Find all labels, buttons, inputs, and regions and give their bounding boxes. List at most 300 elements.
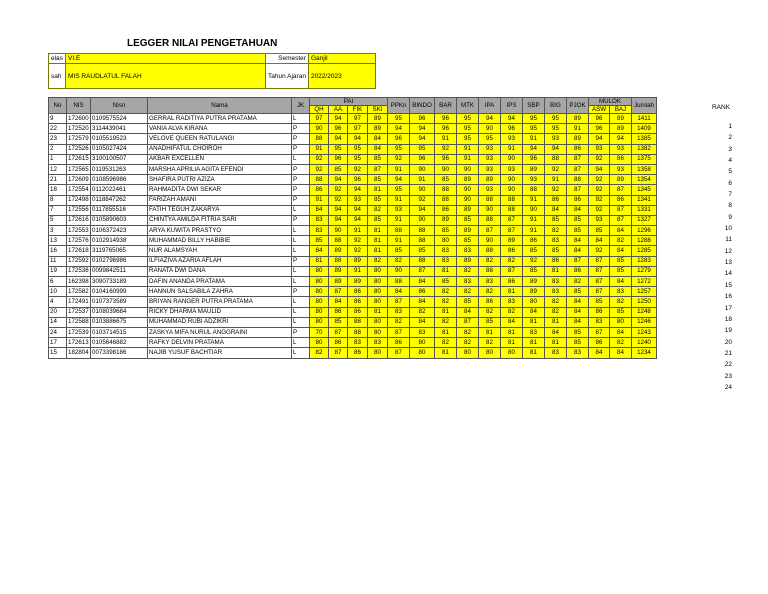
- cell-score[interactable]: 93: [479, 144, 501, 154]
- cell-score[interactable]: 87: [501, 215, 523, 225]
- cell-score[interactable]: 90: [310, 124, 329, 134]
- cell-nisn[interactable]: 0117855516: [91, 205, 148, 215]
- cell-score[interactable]: 86: [501, 277, 523, 287]
- cell-score[interactable]: 82: [368, 205, 388, 215]
- cell-score[interactable]: 85: [545, 215, 567, 225]
- cell-score[interactable]: 84: [610, 277, 632, 287]
- cell-score[interactable]: 83: [589, 317, 610, 327]
- cell-score[interactable]: 89: [523, 164, 545, 174]
- cell-no[interactable]: 19: [49, 266, 67, 276]
- cell-score[interactable]: 93: [610, 164, 632, 174]
- cell-score[interactable]: 88: [479, 266, 501, 276]
- cell-score[interactable]: 82: [457, 327, 479, 337]
- cell-score[interactable]: 82: [457, 287, 479, 297]
- cell-score[interactable]: 87: [567, 185, 589, 195]
- cell-score[interactable]: 90: [435, 164, 457, 174]
- cell-score[interactable]: 91: [501, 144, 523, 154]
- cell-score[interactable]: 85: [457, 297, 479, 307]
- cell-score[interactable]: 88: [501, 205, 523, 215]
- cell-nisn[interactable]: 0102796986: [91, 256, 148, 266]
- cell-score[interactable]: 82: [501, 256, 523, 266]
- cell-nama[interactable]: MARSHA APRILIA AGITA EFENDI: [148, 164, 292, 174]
- cell-score[interactable]: 92: [348, 164, 368, 174]
- cell-jk[interactable]: L: [292, 297, 310, 307]
- cell-jumlah[interactable]: 1257: [632, 287, 657, 297]
- cell-nisn[interactable]: 0103714515: [91, 327, 148, 337]
- cell-score[interactable]: 85: [368, 215, 388, 225]
- cell-nisn[interactable]: 0109575524: [91, 114, 148, 124]
- cell-score[interactable]: 93: [523, 175, 545, 185]
- cell-score[interactable]: 83: [435, 246, 457, 256]
- cell-score[interactable]: 88: [310, 175, 329, 185]
- cell-jk[interactable]: P: [292, 287, 310, 297]
- cell-score[interactable]: 80: [368, 297, 388, 307]
- cell-score[interactable]: 83: [410, 327, 435, 337]
- cell-score[interactable]: 88: [479, 215, 501, 225]
- cell-score[interactable]: 86: [545, 256, 567, 266]
- cell-score[interactable]: 86: [388, 338, 410, 348]
- cell-score[interactable]: 84: [567, 246, 589, 256]
- cell-nis[interactable]: 172520: [67, 124, 91, 134]
- cell-score[interactable]: 88: [435, 185, 457, 195]
- cell-score[interactable]: 95: [523, 114, 545, 124]
- cell-score[interactable]: 92: [589, 205, 610, 215]
- cell-no[interactable]: 20: [49, 307, 67, 317]
- cell-nisn[interactable]: 0099842511: [91, 266, 148, 276]
- cell-score[interactable]: 95: [329, 144, 348, 154]
- cell-score[interactable]: 85: [368, 195, 388, 205]
- cell-nis[interactable]: 172491: [67, 297, 91, 307]
- cell-score[interactable]: 93: [479, 164, 501, 174]
- cell-score[interactable]: 84: [501, 317, 523, 327]
- cell-score[interactable]: 80: [610, 317, 632, 327]
- cell-score[interactable]: 84: [410, 297, 435, 307]
- cell-nama[interactable]: VANIA ALVA KIRANA: [148, 124, 292, 134]
- cell-score[interactable]: 96: [589, 124, 610, 134]
- cell-score[interactable]: 84: [567, 236, 589, 246]
- cell-score[interactable]: 94: [388, 175, 410, 185]
- cell-score[interactable]: 81: [435, 307, 457, 317]
- cell-score[interactable]: 86: [567, 144, 589, 154]
- cell-score[interactable]: 95: [388, 114, 410, 124]
- cell-score[interactable]: 89: [567, 114, 589, 124]
- cell-score[interactable]: 91: [388, 236, 410, 246]
- cell-jk[interactable]: P: [292, 134, 310, 144]
- cell-score[interactable]: 95: [457, 124, 479, 134]
- cell-nis[interactable]: 172582: [67, 287, 91, 297]
- cell-score[interactable]: 85: [567, 287, 589, 297]
- cell-nama[interactable]: FATIH TEGUH ZAKARYA: [148, 205, 292, 215]
- cell-score[interactable]: 95: [457, 134, 479, 144]
- cell-score[interactable]: 83: [435, 256, 457, 266]
- cell-score[interactable]: 84: [410, 277, 435, 287]
- cell-jk[interactable]: L: [292, 266, 310, 276]
- cell-score[interactable]: 84: [610, 327, 632, 337]
- cell-nama[interactable]: HANNUN SALSABILA ZAHRA: [148, 287, 292, 297]
- cell-score[interactable]: 96: [329, 124, 348, 134]
- cell-score[interactable]: 82: [457, 266, 479, 276]
- cell-score[interactable]: 94: [348, 215, 368, 225]
- cell-score[interactable]: 94: [388, 124, 410, 134]
- cell-score[interactable]: 87: [410, 266, 435, 276]
- cell-score[interactable]: 81: [368, 236, 388, 246]
- cell-score[interactable]: 93: [589, 215, 610, 225]
- cell-score[interactable]: 84: [567, 297, 589, 307]
- cell-score[interactable]: 91: [545, 175, 567, 185]
- cell-score[interactable]: 88: [410, 256, 435, 266]
- cell-score[interactable]: 93: [501, 134, 523, 144]
- cell-nisn[interactable]: 0103886675: [91, 317, 148, 327]
- cell-score[interactable]: 82: [435, 317, 457, 327]
- cell-nisn[interactable]: 0105890603: [91, 215, 148, 225]
- cell-jumlah[interactable]: 1375: [632, 154, 657, 164]
- cell-score[interactable]: 85: [567, 338, 589, 348]
- cell-score[interactable]: 81: [523, 348, 545, 358]
- cell-score[interactable]: 82: [501, 307, 523, 317]
- cell-score[interactable]: 90: [457, 185, 479, 195]
- cell-jumlah[interactable]: 1250: [632, 297, 657, 307]
- cell-score[interactable]: 92: [589, 175, 610, 185]
- cell-jumlah[interactable]: 1279: [632, 266, 657, 276]
- cell-score[interactable]: 80: [310, 297, 329, 307]
- cell-no[interactable]: 24: [49, 327, 67, 337]
- cell-jumlah[interactable]: 1248: [632, 307, 657, 317]
- cell-nama[interactable]: MUHAMMAD RUBI ADZIKRI: [148, 317, 292, 327]
- cell-score[interactable]: 92: [348, 246, 368, 256]
- cell-score[interactable]: 84: [410, 317, 435, 327]
- cell-score[interactable]: 92: [435, 144, 457, 154]
- cell-score[interactable]: 85: [545, 246, 567, 256]
- cell-jumlah[interactable]: 1358: [632, 164, 657, 174]
- cell-jumlah[interactable]: 1345: [632, 185, 657, 195]
- cell-score[interactable]: 96: [348, 175, 368, 185]
- cell-score[interactable]: 89: [479, 175, 501, 185]
- cell-score[interactable]: 81: [368, 226, 388, 236]
- cell-score[interactable]: 94: [329, 114, 348, 124]
- cell-score[interactable]: 86: [589, 338, 610, 348]
- cell-score[interactable]: 83: [388, 307, 410, 317]
- cell-score[interactable]: 88: [310, 134, 329, 144]
- cell-score[interactable]: 96: [523, 154, 545, 164]
- cell-score[interactable]: 94: [410, 134, 435, 144]
- cell-score[interactable]: 80: [368, 327, 388, 337]
- cell-score[interactable]: 87: [567, 164, 589, 174]
- cell-nisn[interactable]: 3119765065: [91, 246, 148, 256]
- cell-score[interactable]: 93: [501, 164, 523, 174]
- cell-score[interactable]: 94: [589, 134, 610, 144]
- cell-nis[interactable]: 172592: [67, 256, 91, 266]
- cell-score[interactable]: 83: [523, 327, 545, 337]
- cell-score[interactable]: 82: [435, 297, 457, 307]
- cell-score[interactable]: 95: [348, 154, 368, 164]
- cell-score[interactable]: 82: [457, 338, 479, 348]
- cell-score[interactable]: 95: [410, 144, 435, 154]
- cell-score[interactable]: 94: [589, 164, 610, 174]
- cell-nama[interactable]: RAFKY DELVIN PRATAMA: [148, 338, 292, 348]
- cell-score[interactable]: 85: [610, 307, 632, 317]
- cell-score[interactable]: 91: [523, 226, 545, 236]
- cell-score[interactable]: 89: [610, 175, 632, 185]
- cell-nama[interactable]: CHINTYA AMILDA FITRIA SARI: [148, 215, 292, 225]
- cell-no[interactable]: 6: [49, 277, 67, 287]
- cell-nisn[interactable]: 0102914938: [91, 236, 148, 246]
- cell-score[interactable]: 86: [310, 185, 329, 195]
- cell-nisn[interactable]: 0104160999: [91, 287, 148, 297]
- cell-score[interactable]: 87: [610, 215, 632, 225]
- cell-score[interactable]: 94: [545, 144, 567, 154]
- cell-score[interactable]: 93: [479, 154, 501, 164]
- cell-score[interactable]: 95: [523, 124, 545, 134]
- cell-score[interactable]: 92: [329, 195, 348, 205]
- cell-score[interactable]: 88: [545, 154, 567, 164]
- cell-jumlah[interactable]: 1385: [632, 134, 657, 144]
- cell-score[interactable]: 90: [479, 124, 501, 134]
- cell-nama[interactable]: RANATA DWI DANA: [148, 266, 292, 276]
- cell-score[interactable]: 86: [329, 307, 348, 317]
- cell-score[interactable]: 86: [610, 154, 632, 164]
- cell-nisn[interactable]: 0108039684: [91, 307, 148, 317]
- cell-jk[interactable]: L: [292, 277, 310, 287]
- semester-value[interactable]: Ganjil: [308, 54, 375, 64]
- cell-no[interactable]: 23: [49, 134, 67, 144]
- cell-score[interactable]: 88: [435, 195, 457, 205]
- cell-score[interactable]: 80: [435, 236, 457, 246]
- cell-nama[interactable]: RAHMADITA DWI SEKAR: [148, 185, 292, 195]
- cell-score[interactable]: 91: [310, 195, 329, 205]
- cell-no[interactable]: 1: [49, 154, 67, 164]
- cell-score[interactable]: 85: [388, 246, 410, 256]
- cell-score[interactable]: 93: [388, 205, 410, 215]
- cell-score[interactable]: 82: [479, 307, 501, 317]
- cell-nis[interactable]: 172579: [67, 134, 91, 144]
- cell-score[interactable]: 84: [610, 348, 632, 358]
- cell-score[interactable]: 89: [348, 256, 368, 266]
- cell-score[interactable]: 86: [348, 307, 368, 317]
- cell-score[interactable]: 84: [388, 287, 410, 297]
- cell-score[interactable]: 86: [567, 266, 589, 276]
- cell-score[interactable]: 85: [368, 154, 388, 164]
- cell-score[interactable]: 80: [523, 297, 545, 307]
- cell-score[interactable]: 80: [310, 266, 329, 276]
- cell-nama[interactable]: SHAFIRA PUTRI AZIZA: [148, 175, 292, 185]
- cell-score[interactable]: 84: [523, 307, 545, 317]
- cell-no[interactable]: 15: [49, 348, 67, 358]
- cell-score[interactable]: 87: [479, 226, 501, 236]
- cell-score[interactable]: 80: [310, 287, 329, 297]
- cell-score[interactable]: 81: [545, 266, 567, 276]
- madrasah-value[interactable]: MIS RAUDLATUL FALAH: [66, 64, 266, 89]
- cell-nisn[interactable]: 3100100507: [91, 154, 148, 164]
- cell-no[interactable]: 2: [49, 144, 67, 154]
- cell-score[interactable]: 84: [310, 246, 329, 256]
- cell-nis[interactable]: 172553: [67, 226, 91, 236]
- cell-score[interactable]: 87: [457, 317, 479, 327]
- cell-score[interactable]: 80: [410, 348, 435, 358]
- cell-jk[interactable]: P: [292, 327, 310, 337]
- cell-score[interactable]: 87: [589, 256, 610, 266]
- cell-score[interactable]: 86: [610, 195, 632, 205]
- cell-nisn[interactable]: 0119531263: [91, 164, 148, 174]
- cell-score[interactable]: 91: [457, 144, 479, 154]
- cell-jk[interactable]: L: [292, 307, 310, 317]
- cell-nama[interactable]: ILFIAZIVA AZARIA AFLAH: [148, 256, 292, 266]
- cell-score[interactable]: 82: [310, 348, 329, 358]
- cell-score[interactable]: 89: [610, 114, 632, 124]
- cell-score[interactable]: 94: [501, 114, 523, 124]
- cell-score[interactable]: 85: [329, 317, 348, 327]
- cell-score[interactable]: 81: [310, 256, 329, 266]
- cell-score[interactable]: 82: [479, 287, 501, 297]
- cell-score[interactable]: 92: [589, 195, 610, 205]
- cell-score[interactable]: 88: [329, 236, 348, 246]
- cell-score[interactable]: 85: [479, 317, 501, 327]
- cell-jumlah[interactable]: 1409: [632, 124, 657, 134]
- cell-score[interactable]: 85: [610, 256, 632, 266]
- cell-score[interactable]: 92: [523, 256, 545, 266]
- cell-score[interactable]: 96: [410, 154, 435, 164]
- cell-score[interactable]: 89: [457, 226, 479, 236]
- cell-jumlah[interactable]: 1411: [632, 114, 657, 124]
- cell-score[interactable]: 83: [457, 277, 479, 287]
- cell-score[interactable]: 89: [329, 246, 348, 256]
- cell-score[interactable]: 89: [348, 277, 368, 287]
- cell-score[interactable]: 89: [610, 124, 632, 134]
- cell-score[interactable]: 86: [567, 195, 589, 205]
- cell-score[interactable]: 85: [589, 226, 610, 236]
- cell-score[interactable]: 88: [479, 195, 501, 205]
- cell-jk[interactable]: P: [292, 175, 310, 185]
- cell-nisn[interactable]: 0105519523: [91, 134, 148, 144]
- cell-score[interactable]: 94: [348, 185, 368, 195]
- cell-score[interactable]: 91: [523, 195, 545, 205]
- cell-score[interactable]: 97: [310, 114, 329, 124]
- cell-nama[interactable]: ANADHIFATUL CHOIROH: [148, 144, 292, 154]
- cell-score[interactable]: 81: [479, 327, 501, 337]
- cell-no[interactable]: 14: [49, 317, 67, 327]
- cell-score[interactable]: 90: [501, 185, 523, 195]
- cell-nisn[interactable]: 0105027424: [91, 144, 148, 154]
- cell-nama[interactable]: FARIZAH AMANI: [148, 195, 292, 205]
- cell-score[interactable]: 85: [610, 266, 632, 276]
- cell-score[interactable]: 84: [567, 205, 589, 215]
- cell-nama[interactable]: BRIYAN RANGER PUTRA PRATAMA: [148, 297, 292, 307]
- cell-score[interactable]: 90: [410, 164, 435, 174]
- cell-score[interactable]: 89: [523, 287, 545, 297]
- cell-score[interactable]: 95: [388, 185, 410, 195]
- cell-nama[interactable]: NUR ALAMSYAH: [148, 246, 292, 256]
- cell-jk[interactable]: P: [292, 195, 310, 205]
- cell-score[interactable]: 86: [479, 297, 501, 307]
- cell-score[interactable]: 91: [457, 154, 479, 164]
- kelas-value[interactable]: VI.E: [66, 54, 266, 64]
- cell-score[interactable]: 82: [388, 317, 410, 327]
- cell-nama[interactable]: AKBAR EXCELLEN: [148, 154, 292, 164]
- cell-score[interactable]: 82: [567, 277, 589, 287]
- cell-score[interactable]: 90: [457, 195, 479, 205]
- cell-score[interactable]: 84: [589, 348, 610, 358]
- cell-score[interactable]: 96: [501, 124, 523, 134]
- cell-score[interactable]: 85: [567, 327, 589, 337]
- cell-score[interactable]: 91: [410, 175, 435, 185]
- cell-score[interactable]: 91: [435, 134, 457, 144]
- cell-jk[interactable]: L: [292, 317, 310, 327]
- cell-score[interactable]: 80: [410, 338, 435, 348]
- cell-score[interactable]: 82: [435, 287, 457, 297]
- cell-score[interactable]: 96: [435, 154, 457, 164]
- cell-jk[interactable]: P: [292, 215, 310, 225]
- cell-nis[interactable]: 172609: [67, 175, 91, 185]
- cell-nis[interactable]: 172615: [67, 154, 91, 164]
- cell-score[interactable]: 88: [329, 256, 348, 266]
- cell-score[interactable]: 80: [457, 348, 479, 358]
- cell-score[interactable]: 93: [348, 195, 368, 205]
- cell-score[interactable]: 86: [348, 287, 368, 297]
- cell-score[interactable]: 83: [310, 226, 329, 236]
- cell-score[interactable]: 89: [457, 175, 479, 185]
- cell-nis[interactable]: 172556: [67, 205, 91, 215]
- cell-jumlah[interactable]: 1243: [632, 327, 657, 337]
- cell-nisn[interactable]: 0108596986: [91, 175, 148, 185]
- cell-score[interactable]: 84: [368, 144, 388, 154]
- cell-score[interactable]: 80: [479, 348, 501, 358]
- cell-jumlah[interactable]: 1341: [632, 195, 657, 205]
- cell-score[interactable]: 84: [589, 236, 610, 246]
- cell-score[interactable]: 82: [368, 256, 388, 266]
- cell-no[interactable]: 11: [49, 256, 67, 266]
- cell-score[interactable]: 88: [567, 175, 589, 185]
- cell-score[interactable]: 92: [589, 154, 610, 164]
- cell-score[interactable]: 96: [435, 114, 457, 124]
- cell-score[interactable]: 94: [523, 144, 545, 154]
- cell-score[interactable]: 95: [545, 124, 567, 134]
- cell-nama[interactable]: NAJIB YUSUF BACHTIAR: [148, 348, 292, 358]
- cell-no[interactable]: 7: [49, 205, 67, 215]
- cell-jumlah[interactable]: 1240: [632, 338, 657, 348]
- cell-nis[interactable]: 172498: [67, 195, 91, 205]
- cell-jumlah[interactable]: 1283: [632, 256, 657, 266]
- cell-score[interactable]: 80: [368, 266, 388, 276]
- cell-score[interactable]: 89: [567, 134, 589, 144]
- cell-score[interactable]: 89: [329, 277, 348, 287]
- cell-score[interactable]: 85: [410, 246, 435, 256]
- cell-score[interactable]: 92: [329, 185, 348, 195]
- cell-score[interactable]: 87: [589, 277, 610, 287]
- cell-nama[interactable]: ZASKYA MIFA NURUL ANGGRAINI: [148, 327, 292, 337]
- cell-jumlah[interactable]: 1331: [632, 205, 657, 215]
- cell-jumlah[interactable]: 1296: [632, 226, 657, 236]
- cell-score[interactable]: 83: [545, 277, 567, 287]
- cell-score[interactable]: 93: [545, 134, 567, 144]
- cell-score[interactable]: 89: [457, 256, 479, 266]
- cell-score[interactable]: 83: [348, 338, 368, 348]
- cell-score[interactable]: 88: [348, 317, 368, 327]
- cell-score[interactable]: 84: [329, 297, 348, 307]
- cell-score[interactable]: 80: [368, 317, 388, 327]
- cell-no[interactable]: 22: [49, 124, 67, 134]
- cell-score[interactable]: 86: [348, 297, 368, 307]
- cell-nisn[interactable]: 0112022461: [91, 185, 148, 195]
- cell-score[interactable]: 85: [523, 266, 545, 276]
- cell-score[interactable]: 83: [501, 297, 523, 307]
- cell-score[interactable]: 86: [589, 307, 610, 317]
- cell-score[interactable]: 90: [479, 205, 501, 215]
- cell-score[interactable]: 96: [410, 114, 435, 124]
- cell-no[interactable]: 13: [49, 236, 67, 246]
- cell-score[interactable]: 92: [310, 164, 329, 174]
- cell-score[interactable]: 87: [610, 205, 632, 215]
- cell-jk[interactable]: L: [292, 154, 310, 164]
- cell-score[interactable]: 85: [329, 164, 348, 174]
